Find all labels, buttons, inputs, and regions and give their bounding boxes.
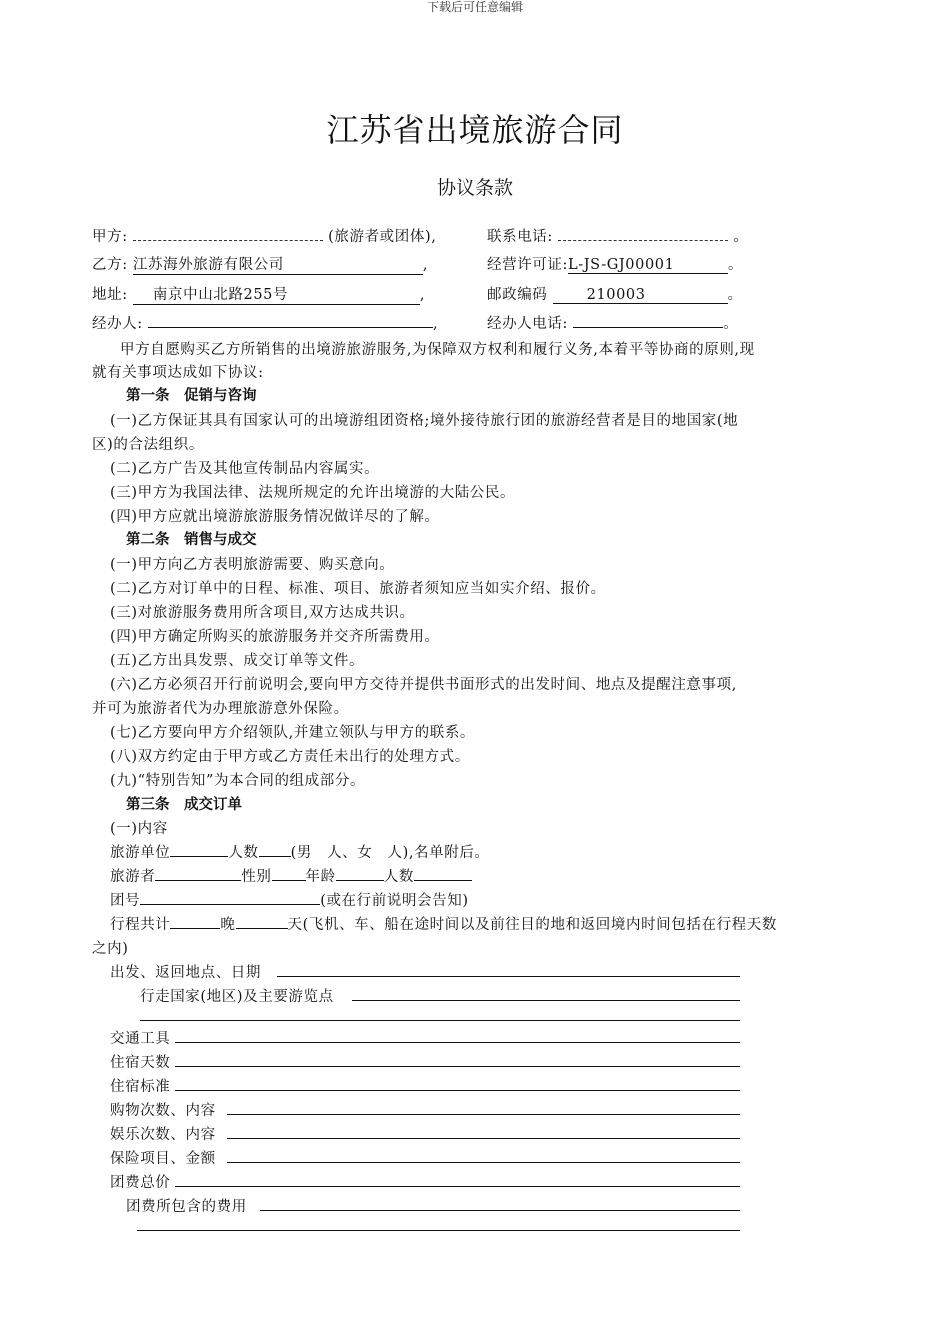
country-field-2[interactable] (140, 1020, 740, 1021)
group-note: (或在行前说明会告知) (320, 893, 469, 909)
article-2-item-8: (八)双方约定由于甲方或乙方责任未出行的处理方式。 (110, 749, 470, 765)
stay-std-label: 住宿标准 (110, 1079, 171, 1095)
unit-field[interactable] (170, 842, 228, 857)
agent-field[interactable] (148, 312, 433, 328)
article-3-item-1: (一)内容 (110, 821, 168, 837)
night-label: 晚 (220, 917, 236, 933)
agent-row: 经办人: , (92, 312, 438, 333)
unit-label: 旅游单位 (110, 845, 171, 861)
ent-label: 娱乐次数、内容 (110, 1127, 216, 1143)
party-b-value: 江苏海外旅游有限公司 (132, 257, 284, 273)
trip-label: 行程共计 (110, 917, 171, 933)
age-label: 年龄 (305, 869, 336, 885)
include-field-2[interactable] (137, 1230, 740, 1231)
agent-phone-field[interactable] (573, 312, 723, 328)
article-2-item-7: (七)乙方要向甲方介绍领队,并建立领队与甲方的联系。 (110, 725, 476, 741)
stay-days-field[interactable] (175, 1066, 740, 1067)
license-label: 经营许可证: (487, 257, 568, 273)
total-field[interactable] (175, 1186, 740, 1187)
article-1-heading: 第一条 促销与咨询 (126, 388, 257, 404)
intro-line-2: 就有关事项达成如下协议: (92, 365, 264, 381)
address-row: 地址: 南京中山北路255号 , (92, 283, 425, 305)
article-2-item-5: (五)乙方出具发票、成交订单等文件。 (110, 653, 365, 669)
sex-label: 性别 (241, 869, 272, 885)
phone-label: 联系电话: (487, 229, 553, 245)
ins-label: 保险项目、金额 (110, 1151, 216, 1167)
license-field[interactable] (568, 257, 728, 274)
license-row: 经营许可证:L-JS-GJ00001 。 (487, 257, 744, 273)
license-value: L-JS-GJ00001 (568, 257, 675, 273)
phone-field[interactable] (558, 226, 728, 241)
country-field[interactable] (352, 1000, 740, 1001)
postcode-value: 210003 (586, 287, 646, 303)
article-1-item-2: (二)乙方广告及其他宣传制品内容属实。 (110, 461, 380, 477)
postcode-row: 邮政编码 210003 。 (487, 287, 743, 303)
article-2-item-6b: 并可为旅游者代为办理旅游意外保险。 (92, 701, 349, 717)
age-field[interactable] (336, 866, 384, 881)
article-2-item-6a: (六)乙方必须召开行前说明会,要向甲方交待并提供书面形式的出发时间、地点及提醒注意事项, (110, 677, 737, 693)
article-1-item-3: (三)甲方为我国法律、法规所规定的允许出境游的大陆公民。 (110, 485, 516, 501)
ins-field[interactable] (227, 1162, 740, 1163)
tourist-field[interactable] (155, 866, 241, 881)
transport-label: 交通工具 (110, 1031, 171, 1047)
trip-row (110, 913, 777, 934)
party-b-label: 乙方: (92, 257, 128, 273)
article-1-item-4: (四)甲方应就出境游旅游服务情况做详尽的了解。 (110, 509, 440, 525)
agent-phone-label: 经办人电话: (487, 316, 568, 332)
party-b-row: 乙方: 江苏海外旅游有限公司 , (92, 253, 428, 275)
night-field[interactable] (170, 914, 220, 929)
agent-phone-row: 经办人电话: 。 (487, 312, 738, 333)
contract-title: 江苏省出境旅游合同 (326, 111, 624, 149)
article-1-item-1a: (一)乙方保证其具有国家认可的出境游组团资格;境外接待旅行团的旅游经营者是目的地国家(地 (110, 413, 739, 429)
article-2-heading: 第二条 销售与成交 (126, 532, 257, 548)
gender-note: (男 人、女 人),名单附后。 (290, 845, 490, 861)
day-field[interactable] (236, 914, 288, 929)
address-label: 地址: (92, 287, 128, 303)
country-label: 行走国家(地区)及主要游览点 (140, 989, 334, 1005)
agent-label: 经办人: (92, 316, 143, 332)
contract-subtitle: 协议条款 (436, 177, 513, 199)
party-a-note: (旅游者或团体), (328, 229, 437, 245)
group-label: 团号 (110, 893, 141, 909)
article-3-heading: 第三条 成交订单 (126, 797, 242, 813)
depart-label: 出发、返回地点、日期 (110, 965, 261, 981)
party-b-field[interactable] (133, 253, 423, 275)
group-row (110, 889, 469, 910)
stay-days-label: 住宿天数 (110, 1055, 171, 1071)
sex-field[interactable] (272, 866, 306, 881)
count2-field[interactable] (414, 866, 472, 881)
total-label: 团费总价 (110, 1175, 171, 1191)
party-a-row (92, 225, 436, 246)
article-2-item-1: (一)甲方向乙方表明旅游需要、购买意向。 (110, 557, 395, 573)
article-2-item-9: (九)“特别告知”为本合同的组成部分。 (110, 773, 366, 789)
page-header: 下载后可任意编辑 (426, 0, 523, 14)
postcode-field[interactable] (553, 287, 728, 304)
article-2-item-2: (二)乙方对订单中的日程、标准、项目、旅游者须知应当如实介绍、报价。 (110, 581, 606, 597)
shop-field[interactable] (227, 1114, 740, 1115)
count-label: 人数 (228, 845, 259, 861)
address-field[interactable] (133, 283, 420, 305)
article-1-item-1b: 区)的合法组织。 (92, 437, 204, 453)
unit-row (110, 841, 490, 862)
party-a-label: 甲方: (92, 229, 128, 245)
intro-line-1: 甲方自愿购买乙方所销售的出境游旅游服务,为保障双方权利和履行义务,本着平等协商的原则,现 (120, 342, 755, 358)
article-2-item-3: (三)对旅游服务费用所含项目,双方达成共识。 (110, 605, 415, 621)
stay-std-field[interactable] (175, 1090, 740, 1091)
postcode-label: 邮政编码 (487, 287, 548, 303)
include-label: 团费所包含的费用 (126, 1199, 247, 1215)
phone-row: 联系电话: 。 (487, 225, 748, 246)
day-label: 天(飞机、车、船在途时间以及前往目的地和返回境内时间包括在行程天数 (287, 917, 777, 933)
depart-field[interactable] (277, 976, 740, 977)
shop-label: 购物次数、内容 (110, 1103, 216, 1119)
count2-label: 人数 (383, 869, 414, 885)
ent-field[interactable] (227, 1138, 740, 1139)
group-field[interactable] (140, 890, 320, 905)
party-a-field[interactable] (133, 226, 323, 241)
transport-field[interactable] (175, 1042, 740, 1043)
trip-note-b: 之内) (92, 941, 129, 957)
article-2-item-4: (四)甲方确定所购买的旅游服务并交齐所需费用。 (110, 629, 440, 645)
tourist-row (110, 865, 472, 886)
tourist-label: 旅游者 (110, 869, 156, 885)
count-field[interactable] (259, 842, 291, 857)
address-value: 南京中山北路255号 (152, 287, 289, 303)
include-field[interactable] (260, 1210, 740, 1211)
